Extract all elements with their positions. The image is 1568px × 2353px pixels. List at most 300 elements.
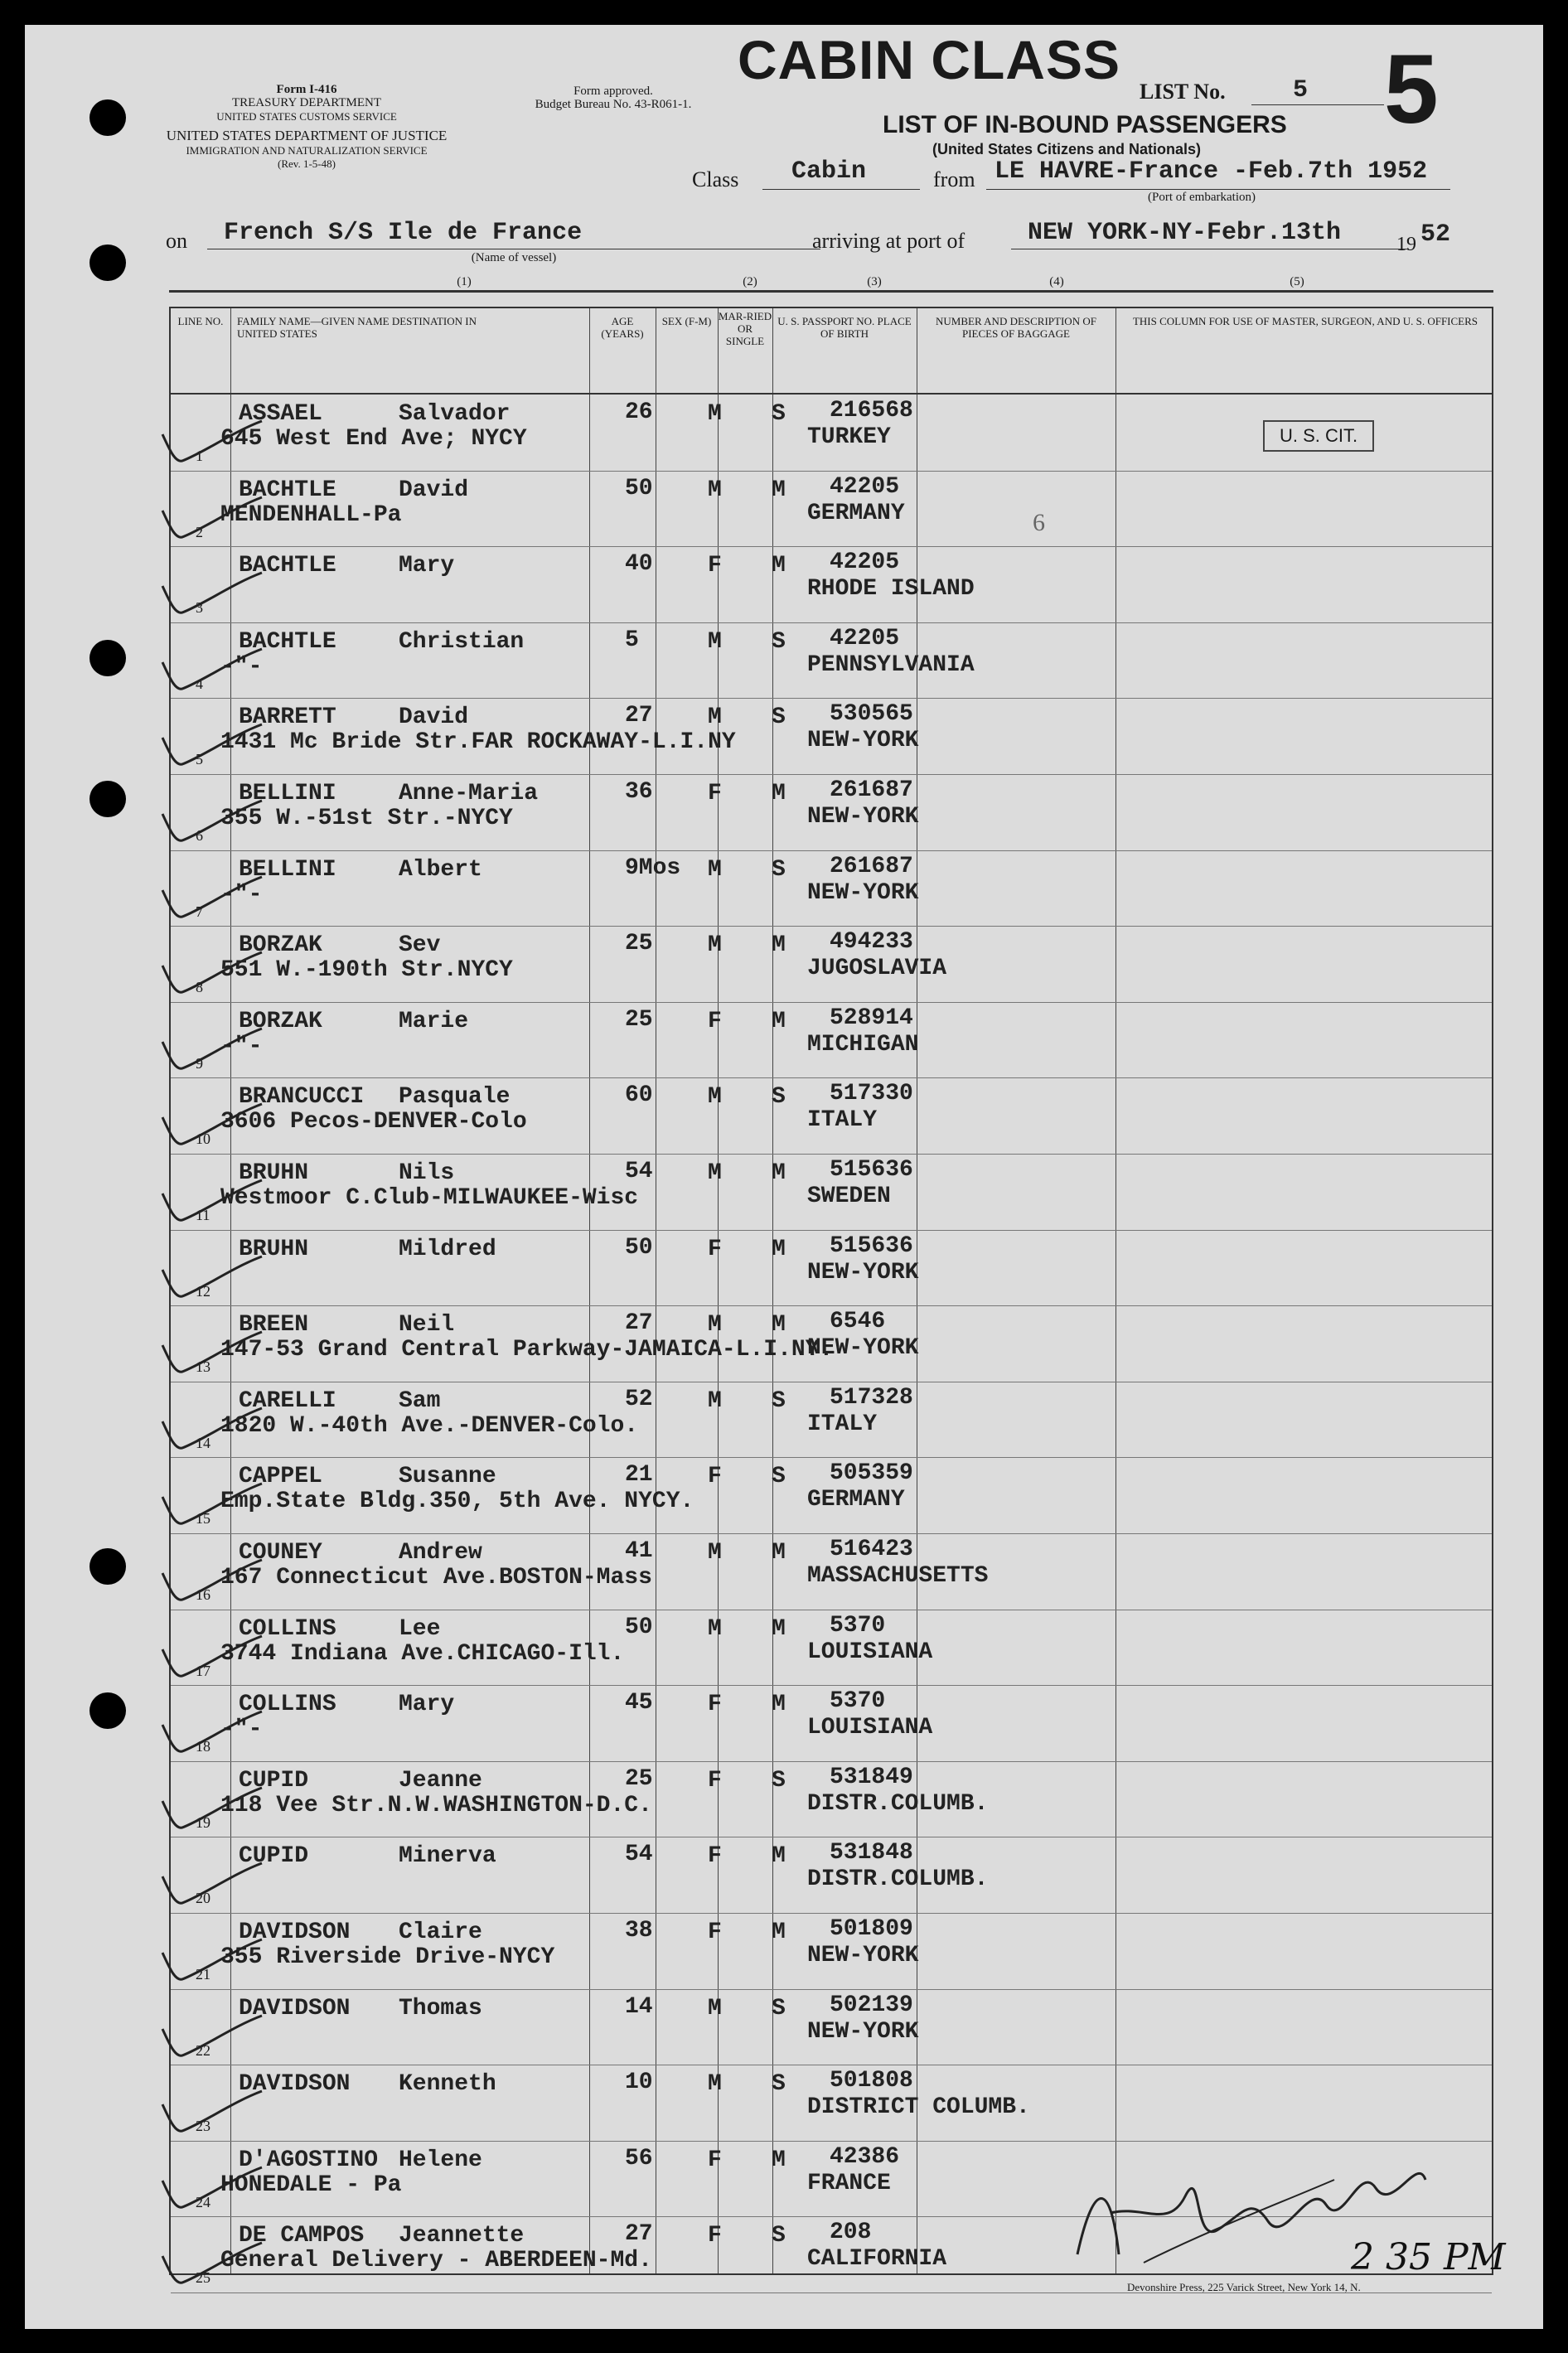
- passenger-sex: F: [708, 1236, 722, 1262]
- passenger-marital-status: M: [772, 2147, 786, 2173]
- line-number: 3: [196, 599, 203, 617]
- passenger-sex: F: [708, 1464, 722, 1490]
- line-number: 16: [196, 1586, 211, 1603]
- row-divider: [171, 622, 1492, 623]
- arriving-label: arriving at port of: [812, 229, 965, 253]
- place-of-birth: GERMANY: [807, 1487, 905, 1513]
- col-number-1: (1): [457, 275, 472, 288]
- line-number: 1: [196, 448, 203, 464]
- passenger-marital-status: M: [772, 932, 786, 959]
- passenger-given-name: Anne-Maria: [399, 781, 539, 806]
- line-number: 9: [196, 1054, 203, 1072]
- passenger-family-name: BACHTLE: [239, 477, 336, 503]
- passenger-family-name: DAVIDSON: [239, 1995, 351, 2021]
- place-of-birth: ITALY: [807, 1107, 878, 1134]
- check-mark: [154, 799, 270, 849]
- list-title: LIST OF IN-BOUND PASSENGERS: [883, 111, 1287, 138]
- destination-address: -"-: [220, 1033, 263, 1059]
- row-divider: [171, 1761, 1492, 1762]
- check-mark: [154, 1862, 270, 1911]
- passenger-given-name: Neil: [399, 1312, 455, 1339]
- check-mark: [154, 1179, 270, 1228]
- check-mark: [154, 723, 270, 772]
- line-number: 13: [196, 1358, 211, 1376]
- passenger-sex: M: [708, 1387, 722, 1414]
- passenger-family-name: CARELLI: [239, 1387, 336, 1414]
- ins-service: IMMIGRATION AND NATURALIZATION SERVICE: [186, 144, 428, 157]
- passenger-family-name: BRANCUCCI: [239, 1084, 365, 1111]
- list-number-typed: 5: [1293, 76, 1309, 104]
- passenger-given-name: Marie: [399, 1008, 469, 1034]
- check-mark: [154, 1634, 270, 1684]
- year-prefix: 19: [1396, 234, 1416, 255]
- line-number: 23: [196, 2118, 211, 2135]
- passport-number: 531848: [830, 1840, 913, 1866]
- passenger-sex: M: [708, 477, 722, 503]
- passport-number: 494233: [830, 929, 913, 956]
- passenger-marital-status: M: [772, 1236, 786, 1262]
- passenger-age: 25: [625, 1765, 653, 1792]
- place-of-birth: NEW-YORK: [807, 879, 919, 906]
- passenger-family-name: BRUHN: [239, 1236, 309, 1262]
- passenger-sex: M: [708, 628, 722, 655]
- passenger-sex: M: [708, 1540, 722, 1566]
- passenger-marital-status: M: [772, 781, 786, 806]
- class-underline: [762, 189, 920, 190]
- passenger-family-name: BACHTLE: [239, 628, 336, 655]
- check-mark: [154, 1102, 270, 1152]
- passenger-sex: F: [708, 1843, 722, 1870]
- line-number: 10: [196, 1131, 211, 1148]
- vessel-name: French S/S Ile de France: [224, 219, 583, 247]
- line-number: 20: [196, 1890, 211, 1907]
- passenger-given-name: Kenneth: [399, 2071, 496, 2098]
- passenger-sex: M: [708, 932, 722, 959]
- destination-address: 355 Riverside Drive-NYCY: [220, 1944, 555, 1970]
- passport-number: 42386: [830, 2143, 900, 2170]
- row-divider: [171, 1002, 1492, 1003]
- passport-number: 501808: [830, 2068, 913, 2094]
- passenger-given-name: Mary: [399, 1692, 455, 1718]
- col-passport: U. S. PASSPORT NO. PLACE OF BIRTH: [777, 315, 912, 340]
- line-number: 7: [196, 903, 203, 920]
- printer-credit: Devonshire Press, 225 Varick Street, New York 14, N.: [1127, 2281, 1361, 2293]
- passenger-given-name: Minerva: [399, 1843, 496, 1870]
- passport-number: 501809: [830, 1916, 913, 1942]
- place-of-birth: SWEDEN: [807, 1184, 891, 1209]
- row-divider: [171, 850, 1492, 851]
- passport-number: 5370: [830, 1612, 886, 1639]
- passenger-age: 50: [625, 1614, 653, 1640]
- row-divider: [171, 471, 1492, 472]
- place-of-birth: TURKEY: [807, 424, 891, 450]
- check-mark: [154, 1406, 270, 1456]
- passenger-age: 56: [625, 2145, 653, 2171]
- passport-number: 517330: [830, 1081, 913, 1107]
- punch-hole: [90, 781, 126, 817]
- place-of-birth: NEW-YORK: [807, 804, 919, 830]
- passenger-sex: F: [708, 1692, 722, 1718]
- passenger-sex: M: [708, 1160, 722, 1186]
- line-number: 19: [196, 1813, 211, 1831]
- destination-address: 645 West End Ave; NYCY: [220, 426, 527, 452]
- passenger-sex: F: [708, 781, 722, 806]
- passenger-age: 50: [625, 475, 653, 501]
- passenger-given-name: Nils: [399, 1160, 455, 1186]
- line-number: 11: [196, 1207, 211, 1223]
- passenger-family-name: DAVIDSON: [239, 2071, 351, 2098]
- destination-address: 147-53 Grand Central Parkway-JAMAICA-L.I.NY.: [220, 1337, 834, 1363]
- passport-number: 261687: [830, 777, 913, 803]
- row-divider: [171, 546, 1492, 547]
- passenger-family-name: BACHTLE: [239, 553, 336, 579]
- destination-address: Emp.State Bldg.350, 5th Ave. NYCY.: [220, 1489, 694, 1515]
- time-note: 2 35 PM: [1351, 2236, 1506, 2278]
- passenger-sex: F: [708, 1008, 722, 1034]
- passenger-age: 40: [625, 551, 653, 578]
- passenger-age: 36: [625, 779, 653, 805]
- col-line-no: LINE NO.: [177, 315, 224, 327]
- check-mark: [154, 1330, 270, 1380]
- passenger-sex: M: [708, 1615, 722, 1642]
- line-number: 22: [196, 2041, 211, 2059]
- passenger-sex: F: [708, 1767, 722, 1794]
- destination-address: -"-: [220, 1716, 263, 1743]
- passenger-marital-status: S: [772, 2071, 786, 2098]
- passport-number: 515636: [830, 1157, 913, 1183]
- passenger-marital-status: S: [772, 1387, 786, 1414]
- place-of-birth: DISTRICT COLUMB.: [807, 2094, 1030, 2121]
- check-mark: [154, 1938, 270, 1987]
- passenger-age: 52: [625, 1386, 653, 1412]
- class-value: Cabin: [791, 157, 867, 186]
- place-of-birth: MICHIGAN: [807, 1031, 919, 1058]
- passenger-marital-status: M: [772, 1920, 786, 1945]
- check-mark: [154, 571, 270, 621]
- check-mark: [154, 2166, 270, 2215]
- passenger-given-name: Sam: [399, 1387, 441, 1414]
- passenger-age: 41: [625, 1538, 653, 1564]
- passenger-sex: M: [708, 401, 722, 427]
- check-mark: [154, 1027, 270, 1077]
- destination-address: 355 W.-51st Str.-NYCY: [220, 806, 513, 831]
- manifest-sheet: [25, 25, 1543, 2329]
- row-divider: [171, 1989, 1492, 1990]
- budget-bureau: Budget Bureau No. 43-R061-1.: [535, 98, 692, 111]
- row-divider: [171, 1457, 1492, 1458]
- passenger-given-name: Jeannette: [399, 2223, 525, 2249]
- passenger-given-name: Claire: [399, 1920, 482, 1945]
- passport-number: 216568: [830, 398, 913, 424]
- place-of-birth: ITALY: [807, 1411, 878, 1437]
- revision: (Rev. 1-5-48): [278, 157, 336, 170]
- passenger-family-name: COLLINS: [239, 1615, 336, 1642]
- passenger-family-name: BRUHN: [239, 1160, 309, 1186]
- passport-number: 42205: [830, 625, 900, 651]
- col-name: FAMILY NAME—GIVEN NAME DESTINATION IN UNITED STATES: [237, 315, 477, 340]
- place-of-birth: NEW-YORK: [807, 2018, 919, 2045]
- punch-hole: [90, 1692, 126, 1729]
- row-divider: [171, 1913, 1492, 1914]
- destination-address: 1820 W.-40th Ave.-DENVER-Colo.: [220, 1412, 639, 1439]
- line-number: 14: [196, 1434, 211, 1451]
- row-divider: [171, 1077, 1492, 1078]
- col-number-3: (3): [867, 275, 882, 288]
- destination-address: -"-: [220, 881, 263, 908]
- check-mark: [154, 1255, 270, 1305]
- arrival-port: NEW YORK-NY-Febr.13th: [1028, 219, 1342, 247]
- line-number: 6: [196, 827, 203, 844]
- passenger-given-name: Susanne: [399, 1464, 496, 1490]
- place-of-birth: CALIFORNIA: [807, 2246, 947, 2273]
- passenger-family-name: CAPPEL: [239, 1464, 322, 1490]
- passenger-age: 25: [625, 931, 653, 957]
- form-approved: Form approved.: [573, 85, 653, 98]
- place-of-birth: DISTR.COLUMB.: [807, 1790, 989, 1817]
- passenger-age: 5: [625, 627, 639, 653]
- check-mark: [154, 951, 270, 1000]
- passenger-marital-status: S: [772, 856, 786, 883]
- line-number: 17: [196, 1662, 211, 1679]
- passenger-sex: M: [708, 1084, 722, 1111]
- passport-number: 261687: [830, 853, 913, 879]
- line-number: 18: [196, 1738, 211, 1755]
- port-embark-caption: (Port of embarkation): [1148, 191, 1256, 204]
- passenger-marital-status: M: [772, 1692, 786, 1718]
- passenger-sex: F: [708, 1920, 722, 1945]
- passenger-marital-status: S: [772, 1995, 786, 2021]
- passenger-age: 60: [625, 1082, 653, 1109]
- class-label: Class: [692, 167, 739, 191]
- passport-number: 42205: [830, 473, 900, 500]
- passenger-sex: M: [708, 704, 722, 731]
- check-mark: [154, 1710, 270, 1760]
- cabin-class-title: CABIN CLASS: [738, 29, 1121, 90]
- passenger-marital-status: S: [772, 1464, 786, 1490]
- check-mark: [154, 2014, 270, 2064]
- passenger-age: 50: [625, 1234, 653, 1261]
- passenger-marital-status: M: [772, 1160, 786, 1186]
- col-baggage: NUMBER AND DESCRIPTION OF PIECES OF BAGGAGE: [936, 315, 1096, 340]
- destination-address: Westmoor C.Club-MILWAUKEE-Wisc: [220, 1185, 639, 1211]
- list-underline: [1251, 104, 1384, 105]
- line-number: 4: [196, 675, 203, 692]
- line-number: 2: [196, 523, 203, 540]
- customs-service: UNITED STATES CUSTOMS SERVICE: [216, 110, 397, 123]
- line-number: 5: [196, 751, 203, 768]
- place-of-birth: LOUISIANA: [807, 1639, 933, 1665]
- passenger-given-name: Mary: [399, 553, 455, 579]
- passport-number: 531849: [830, 1764, 913, 1790]
- passenger-given-name: Helene: [399, 2147, 482, 2173]
- line-number: 21: [196, 1966, 211, 1983]
- passenger-sex: F: [708, 2223, 722, 2249]
- passenger-family-name: COLLINS: [239, 1692, 336, 1718]
- passenger-age: 26: [625, 399, 653, 425]
- embarkation-value: LE HAVRE-France -Feb.7th 1952: [995, 157, 1428, 186]
- place-of-birth: NEW-YORK: [807, 1943, 919, 1968]
- punch-hole: [90, 99, 126, 136]
- check-mark: [154, 875, 270, 925]
- passenger-given-name: David: [399, 477, 469, 503]
- col-number-4: (4): [1049, 275, 1064, 288]
- row-divider: [171, 926, 1492, 927]
- place-of-birth: LOUISIANA: [807, 1715, 933, 1741]
- passport-number: 517328: [830, 1384, 913, 1411]
- line-number: 24: [196, 2193, 211, 2210]
- passport-number: 42205: [830, 550, 900, 576]
- col-number-5: (5): [1290, 275, 1304, 288]
- destination-address: HONEDALE - Pa: [220, 2171, 402, 2198]
- passenger-marital-status: S: [772, 401, 786, 427]
- col-age: AGE (YEARS): [601, 315, 644, 340]
- destination-address: 118 Vee Str.N.W.WASHINGTON-D.C.: [220, 1792, 652, 1818]
- passenger-given-name: Sev: [399, 932, 441, 959]
- destination-address: General Delivery - ABERDEEN-Md.: [220, 2248, 652, 2274]
- place-of-birth: FRANCE: [807, 2170, 891, 2196]
- passenger-marital-status: S: [772, 1084, 786, 1111]
- passport-number: 5370: [830, 1688, 886, 1715]
- passenger-family-name: CUPID: [239, 1767, 309, 1794]
- passport-number: 505359: [830, 1460, 913, 1487]
- passenger-sex: F: [708, 553, 722, 579]
- passport-number: 516423: [830, 1537, 913, 1562]
- row-divider: [171, 774, 1492, 775]
- punch-hole: [90, 244, 126, 281]
- row-divider: [171, 1154, 1492, 1155]
- place-of-birth: RHODE ISLAND: [807, 576, 975, 603]
- from-underline: [986, 189, 1450, 190]
- place-of-birth: NEW-YORK: [807, 728, 919, 754]
- on-label: on: [166, 229, 187, 253]
- col-sex: SEX (F-M): [661, 315, 712, 327]
- row-divider: [171, 1685, 1492, 1686]
- passenger-sex: M: [708, 2071, 722, 2098]
- line-number: 12: [196, 1282, 211, 1300]
- passport-number: 528914: [830, 1005, 913, 1031]
- passenger-given-name: Andrew: [399, 1540, 482, 1566]
- passenger-family-name: DE CAMPOS: [239, 2223, 365, 2249]
- check-mark: [154, 1558, 270, 1608]
- passenger-marital-status: M: [772, 1615, 786, 1642]
- passenger-marital-status: M: [772, 1008, 786, 1034]
- row-divider: [171, 698, 1492, 699]
- row-divider: [171, 1230, 1492, 1231]
- passenger-given-name: Mildred: [399, 1236, 496, 1262]
- passenger-age: 45: [625, 1690, 653, 1716]
- passenger-age: 9Mos: [625, 855, 681, 881]
- passenger-family-name: BREEN: [239, 1312, 309, 1339]
- passenger-family-name: BORZAK: [239, 932, 322, 959]
- passenger-family-name: CUPID: [239, 1843, 309, 1870]
- passenger-sex: M: [708, 1995, 722, 2021]
- passenger-marital-status: S: [772, 2223, 786, 2249]
- passport-number: 6546: [830, 1309, 886, 1335]
- line-number: 8: [196, 979, 203, 996]
- place-of-birth: MASSACHUSETTS: [807, 1563, 989, 1589]
- destination-address: 1431 Mc Bride Str.FAR ROCKAWAY-L.I.NY: [220, 729, 736, 756]
- line-number: 15: [196, 1510, 211, 1528]
- col-number-2: (2): [743, 275, 757, 288]
- passport-number: 208: [830, 2220, 872, 2246]
- passenger-age: 27: [625, 2221, 653, 2248]
- passenger-given-name: Albert: [399, 856, 482, 883]
- passenger-given-name: Pasquale: [399, 1084, 511, 1111]
- check-mark: [154, 419, 270, 469]
- passenger-age: 27: [625, 703, 653, 729]
- form-number: Form I-416: [276, 83, 337, 96]
- passenger-marital-status: M: [772, 553, 786, 579]
- passenger-marital-status: S: [772, 1767, 786, 1794]
- punch-hole: [90, 1548, 126, 1585]
- list-label: LIST No.: [1140, 80, 1226, 104]
- check-mark: [154, 496, 270, 545]
- punch-hole: [90, 640, 126, 676]
- place-of-birth: NEW-YORK: [807, 1259, 919, 1285]
- passenger-age: 38: [625, 1918, 653, 1944]
- col-married: MAR-RIED OR SINGLE: [718, 310, 772, 347]
- passenger-family-name: DAVIDSON: [239, 1920, 351, 1945]
- check-mark: [154, 1482, 270, 1532]
- passenger-family-name: BELLINI: [239, 856, 336, 883]
- passenger-given-name: Jeanne: [399, 1767, 482, 1794]
- passenger-given-name: Thomas: [399, 1995, 482, 2021]
- passenger-given-name: David: [399, 704, 469, 731]
- passenger-sex: M: [708, 1312, 722, 1339]
- passenger-sex: M: [708, 856, 722, 883]
- from-label: from: [933, 167, 975, 191]
- passenger-sex: F: [708, 2147, 722, 2173]
- place-of-birth: JUGOSLAVIA: [807, 956, 947, 982]
- passenger-age: 25: [625, 1006, 653, 1033]
- passenger-age: 21: [625, 1462, 653, 1489]
- treasury-dept: TREASURY DEPARTMENT: [231, 96, 382, 109]
- destination-address: MENDENHALL-Pa: [220, 501, 402, 528]
- vessel-caption: (Name of vessel): [471, 251, 557, 264]
- us-citizen-stamp: U. S. CIT.: [1263, 420, 1374, 452]
- list-number-stamp: 5: [1384, 35, 1439, 144]
- passenger-family-name: BELLINI: [239, 781, 336, 806]
- check-mark: [154, 647, 270, 697]
- passenger-marital-status: S: [772, 628, 786, 655]
- line-number: 25: [196, 2269, 211, 2287]
- passenger-age: 27: [625, 1310, 653, 1337]
- col-officers: THIS COLUMN FOR USE OF MASTER, SURGEON, AND U. S. OFFICERS: [1132, 315, 1478, 327]
- check-mark: [154, 1786, 270, 1836]
- passenger-marital-status: M: [772, 477, 786, 503]
- passenger-marital-status: M: [772, 1312, 786, 1339]
- passenger-marital-status: M: [772, 1540, 786, 1566]
- passenger-family-name: BARRETT: [239, 704, 336, 731]
- passenger-age: 14: [625, 1993, 653, 2020]
- check-mark: [154, 2089, 270, 2139]
- list-subtitle: (United States Citizens and Nationals): [932, 141, 1202, 157]
- place-of-birth: NEW-YORK: [807, 1335, 919, 1362]
- passenger-family-name: D'AGOSTINO: [239, 2147, 379, 2173]
- destination-address: 167 Connecticut Ave.BOSTON-Mass: [220, 1565, 652, 1590]
- passenger-given-name: Salvador: [399, 401, 511, 427]
- passenger-age: 54: [625, 1159, 653, 1184]
- passenger-given-name: Lee: [399, 1615, 441, 1642]
- row-divider: [171, 1533, 1492, 1534]
- place-of-birth: DISTR.COLUMB.: [807, 1866, 989, 1893]
- destination-address: 3606 Pecos-DENVER-Colo: [220, 1109, 527, 1135]
- destination-address: 3744 Indiana Ave.CHICAGO-Ill.: [220, 1640, 625, 1667]
- header-rule: [169, 290, 1493, 293]
- passenger-family-name: ASSAEL: [239, 401, 322, 427]
- check-mark: [154, 2241, 270, 2291]
- place-of-birth: GERMANY: [807, 500, 905, 526]
